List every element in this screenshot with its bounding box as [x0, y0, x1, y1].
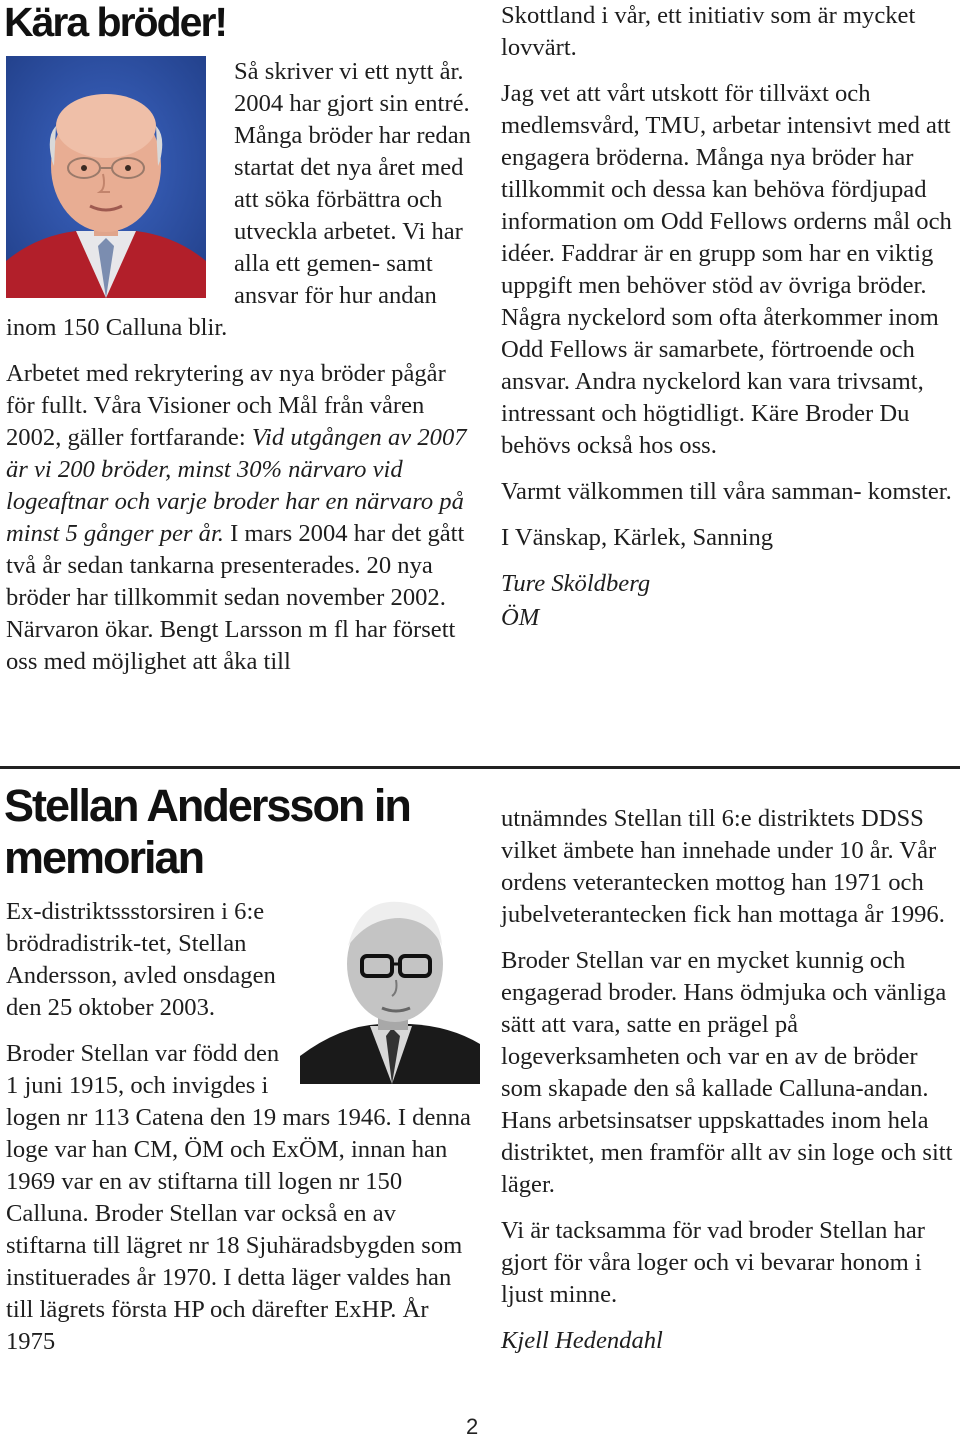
article2-right-column: [501, 803, 959, 1357]
article1-paragraph: Skottland i vår, ett initiativ som är mycket lovvärt.: [501, 2, 916, 61]
article1-paragraph-visions: [6, 358, 472, 678]
article1-paragraph: I Vänskap, Kärlek, Sanning: [501, 524, 774, 551]
article1-paragraph: Jag vet att vårt utskott för tillväxt och medlemsvård, TMU, arbetar intensivt med att engagera bröderna. Många nya bröder har tillkommit och dessa kan behöva fördjupad information om Odd Fellows orderns mål och idéer. Faddrar är en grupp som har en viktig uppgift men behöver stöd av övriga bröder. Några nyckelord som ofta återkommer inom Odd Fellows är samarbete, förtroende och ansvar. Andra nyckelord kan vara trivsamt, intressant och högtidligt. Käre Broder Du behövs också hos oss.: [501, 80, 952, 459]
article2-paragraph: Broder Stellan var en mycket kunnig och engagerad broder. Hans ödmjuka och vänliga sätt att vara, satte en prägel på logeverksamheten och var en av de bröder som skapade den så kallade Calluna-andan. Hans arbetsinsatser uppskattades inom hela distriktet, men framför allt av sin loge och sitt läger.: [501, 947, 953, 1198]
article2-paragraph: Vi är tacksamma för vad broder Stellan har gjort för våra loger och vi bevarar honom i ljust minne.: [501, 1217, 925, 1308]
article2-paragraph: Ex-distriktssstorsiren i 6:e brödradistrik-tet, Stellan Andersson, avled onsdagen den 25 oktober 2003.: [6, 898, 276, 1021]
article1-paragraph: Så skriver vi ett nytt år. 2004 har gjort sin entré. Många bröder har redan startat det nya året med att söka förbättra och utveckla arbetet. Vi har alla ett gemen- samt ansvar för hur andan inom 150 Calluna blir.: [6, 58, 471, 341]
article1-left-column: [6, 56, 472, 692]
portrait-photo-ture: [6, 56, 206, 298]
signature-name: Ture Sköldberg: [501, 570, 651, 597]
visions-intro-text: Arbetet med rekrytering av nya bröder pågår för fullt. Våra Visioner och Mål från våren 2002, gäller fortfarande:: [6, 360, 446, 451]
section-divider: [0, 766, 960, 769]
page-number: 2: [466, 1414, 479, 1439]
article2-left-column: [6, 896, 472, 1372]
article2-paragraph: utnämndes Stellan till 6:e distriktets DDSS vilket ämbete han innehade under 10 år. Vår ordens veterantecken mottog han 1971 och jubelveterantecken fick han mottaga år 1996.: [501, 805, 945, 928]
article2-paragraph: Broder Stellan var född den 1 juni 1915, och invigdes i logen nr 113 Catena den 19 mars 1946. I denna loge var han CM, ÖM och ExÖM, innan han 1969 var en av stiftarna till logen nr 150 Calluna. Broder Stellan var också en av stiftarna till lägret nr 18 Sjuhäradsbygden som instituerades år 1970. I detta läger valdes han till lägrets första HP och därefter ExHP. År 1975: [6, 1040, 471, 1355]
signature-name: Kjell Hedendahl: [501, 1327, 663, 1354]
visions-rest-text: I mars 2004 har det gått två år sedan tankarna presenterades. 20 nya bröder har tillkommit sedan november 2002. Närvaron ökar. Bengt Larsson m fl har försett oss med möjlighet att åka till: [6, 520, 465, 675]
visions-goal-text: Vid utgången av 2007 är vi 200 bröder, minst 30% närvaro vid logeaftnar och varje broder har en närvaro på minst 5 gånger per år.: [6, 424, 467, 547]
article1-paragraph: Varmt välkommen till våra samman- komster.: [501, 478, 952, 505]
article-title-kara-broder: Kära bröder!: [4, 0, 227, 45]
article1-right-column: [501, 0, 959, 634]
signature-title: ÖM: [501, 604, 540, 631]
portrait-photo-stellan: [300, 876, 480, 1084]
article-title-in-memorian: Stellan Andersson in memorian: [4, 780, 410, 883]
